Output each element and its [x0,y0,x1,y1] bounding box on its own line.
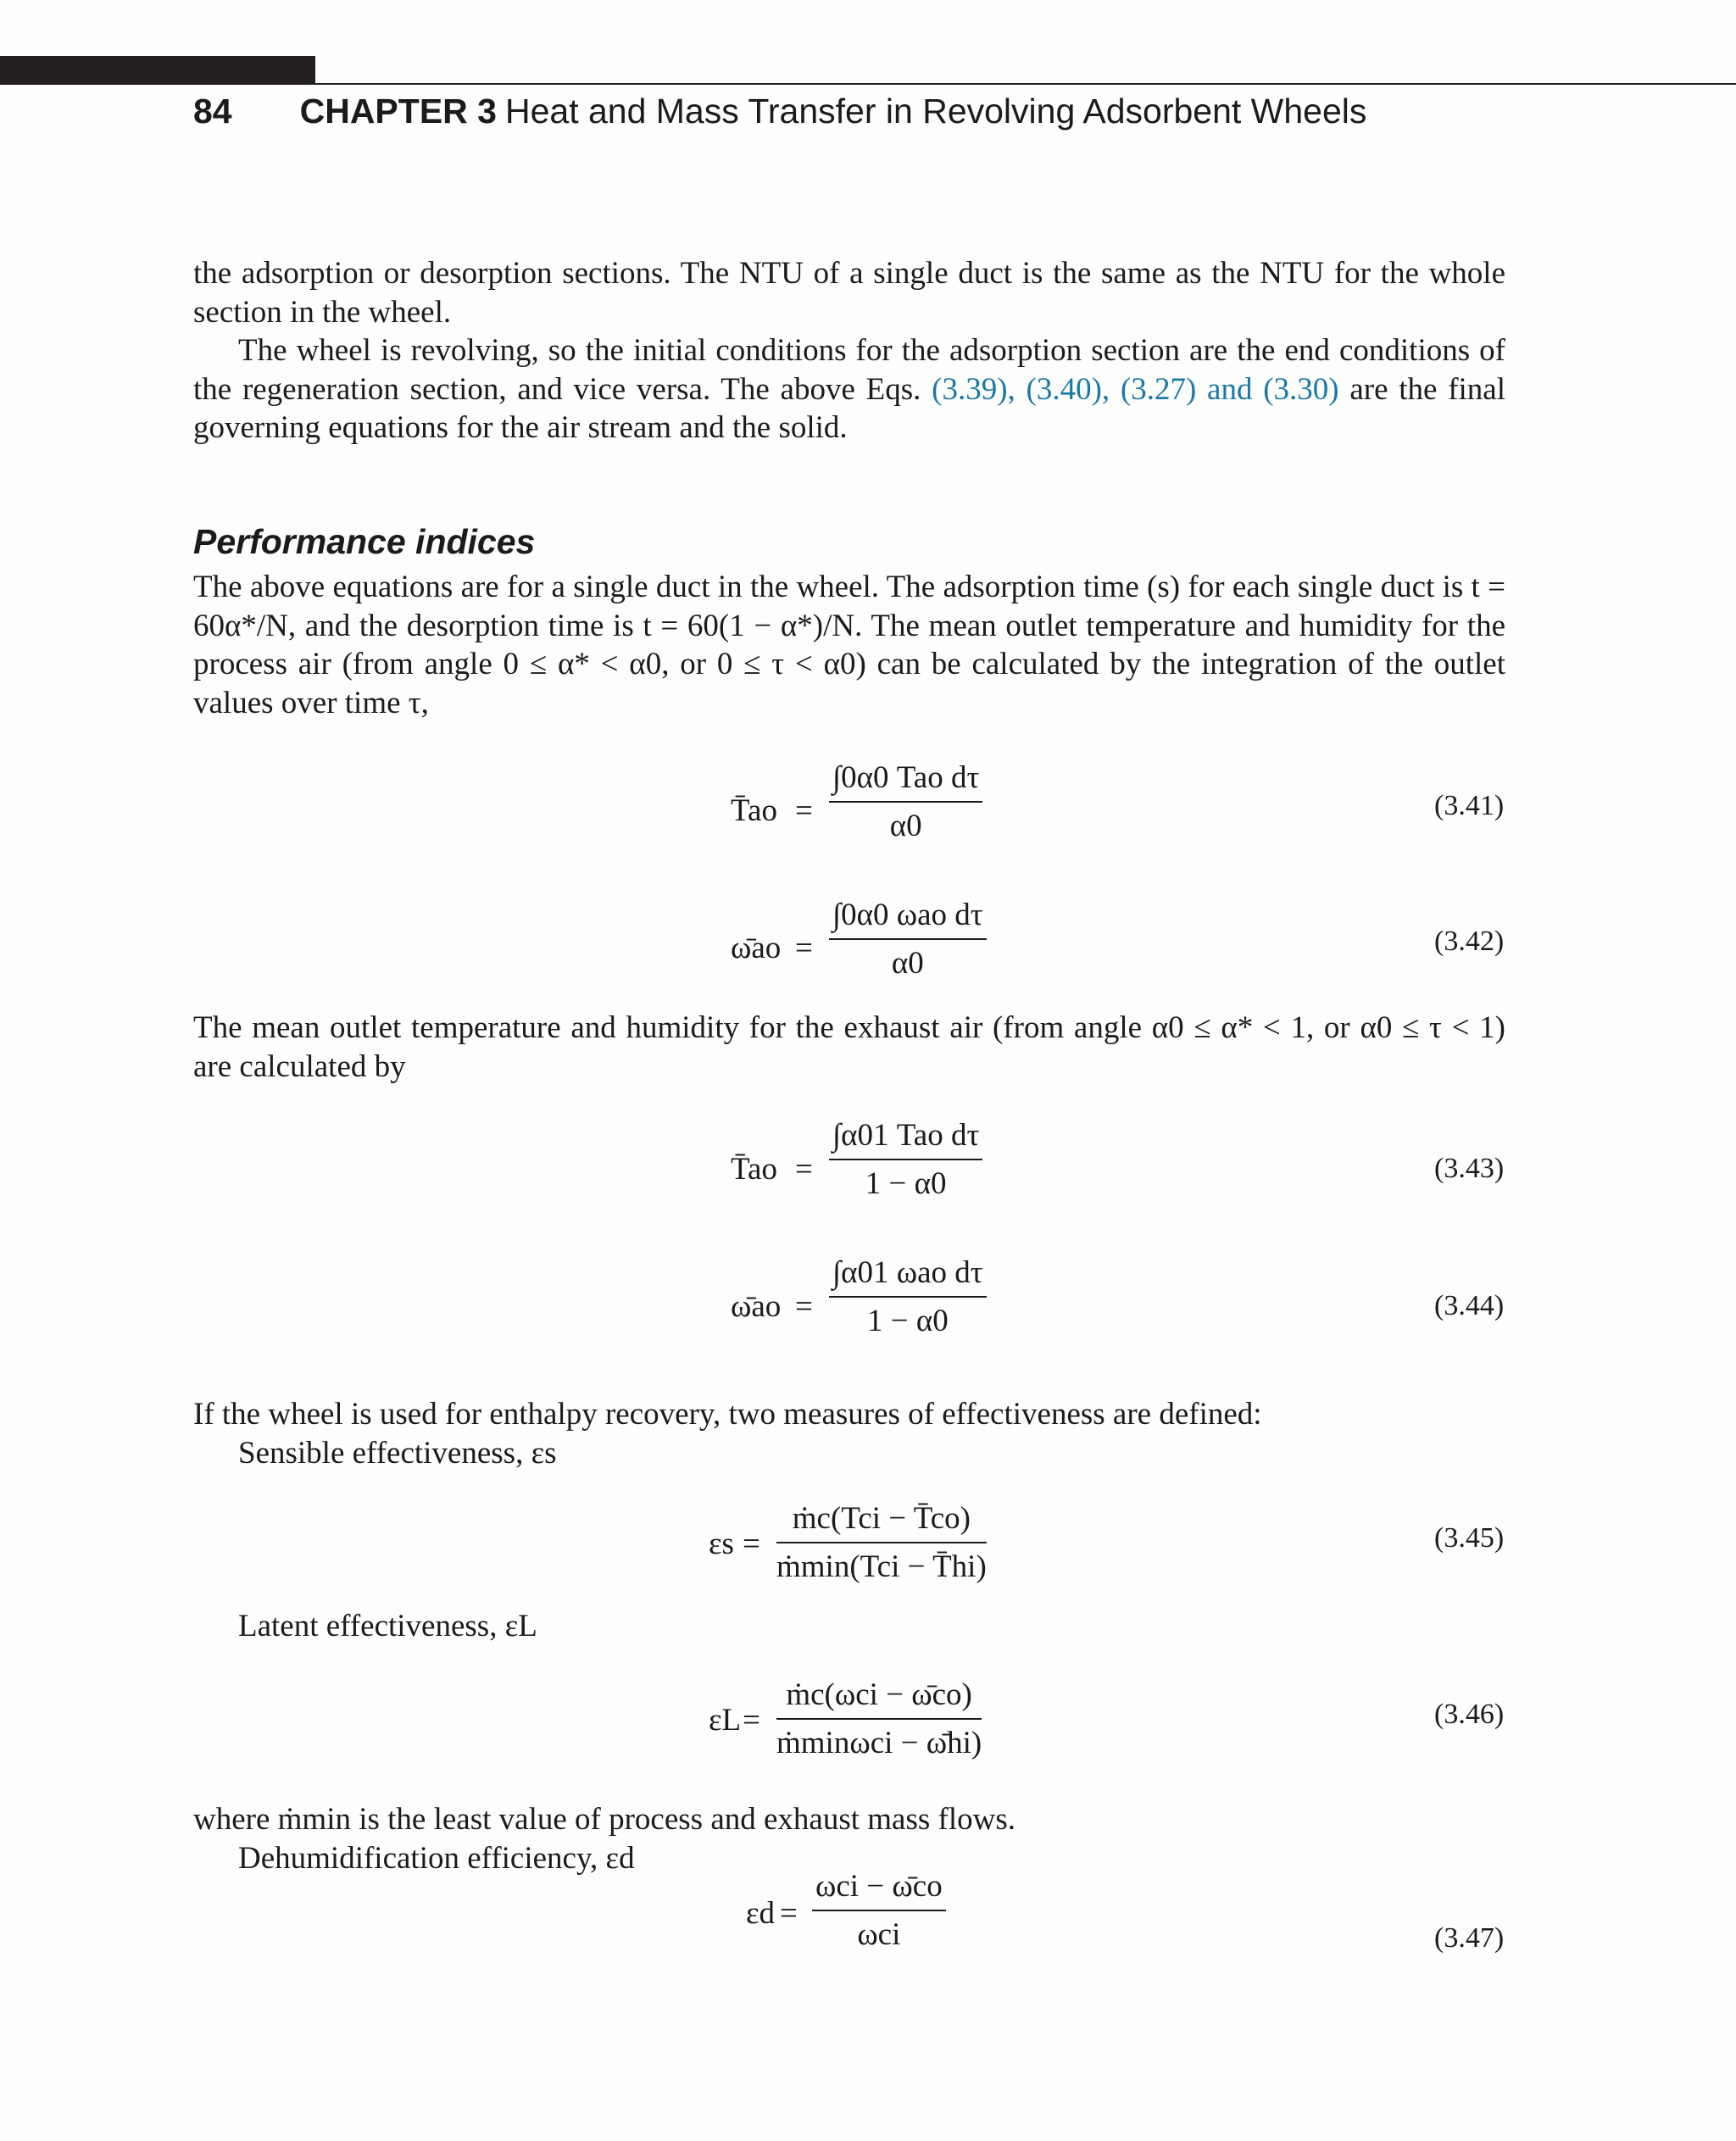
running-header [193,92,1366,131]
paragraph-9: Dehumidification efficiency, εd [238,1840,635,1876]
equation-lhs: εd [746,1896,776,1931]
section-heading: Performance indices [193,522,536,561]
fraction-numerator: ∫0α0 ωao dτ [829,897,987,940]
paragraph-5-block [193,1395,1505,1472]
equation-lhs: T̄ao [731,1152,777,1187]
fraction-denominator: 1 − α0 [866,1304,949,1338]
fraction-denominator: ṁminωci − ω̄hi) [776,1726,982,1760]
fraction-denominator: ṁmin(Tci − T̄hi) [776,1549,987,1584]
paragraph-8-block [193,1800,1505,1877]
paragraph-3-block [193,568,1505,722]
equals-sign: = [743,1527,760,1561]
equation-number: (3.43) [1434,1153,1505,1184]
equation-number: (3.44) [1434,1290,1505,1321]
fraction-numerator: ∫α01 Tao dτ [829,1117,982,1160]
paragraph-2-start: The wheel is revolving, so the initial conditions for the adsorption section are the end conditions of the regeneration section, and vice versa. The above Eqs. [193,333,1505,407]
paragraph-6: Sensible effectiveness, εs [238,1435,557,1471]
fraction-numerator: ∫0α0 Tao dτ [829,759,982,803]
equation-fraction [829,1117,982,1202]
equation-number: (3.45) [1434,1522,1505,1554]
fraction-numerator: ωci − ω̄co [812,1868,946,1911]
equation-fraction [812,1868,946,1953]
equals-sign: = [795,931,813,965]
equation-fraction [776,1500,987,1585]
equals-sign: = [795,1152,813,1187]
equation-fraction [829,759,982,844]
equation-lhs: ω̄ao [731,1289,782,1324]
equation-lhs: εL [709,1703,742,1738]
equation-fraction [829,897,987,982]
fraction-denominator: ωci [857,1917,901,1952]
fraction-numerator: ṁc(Tci − T̄co) [776,1500,987,1543]
equation-lhs: εs [709,1527,734,1561]
fraction-denominator: α0 [891,946,924,981]
equation-fraction [829,1254,987,1339]
equation-number: (3.41) [1434,790,1505,821]
chapter-label: CHAPTER 3 [299,92,497,131]
equals-sign: = [743,1703,760,1738]
page-number: 84 [193,92,232,131]
paragraph-7-block [193,1607,1505,1646]
equals-sign: = [795,1289,813,1324]
equation-number: (3.46) [1434,1699,1505,1730]
fraction-denominator: α0 [889,809,922,843]
paragraph-2 [193,331,1505,448]
paragraph-5: If the wheel is used for enthalpy recovery, two measures of effectiveness are defined: [193,1397,1262,1432]
fraction-numerator: ∫α01 ωao dτ [829,1254,987,1298]
equals-sign: = [795,793,813,828]
equation-lhs: ω̄ao [731,931,782,965]
paragraph-2-end: are the final governing equations for the air stream and the solid. [193,371,1506,445]
equation-number: (3.42) [1434,926,1505,957]
intro-paragraphs [193,254,1505,448]
header-bar [0,56,315,85]
chapter-title: Heat and Mass Transfer in Revolving Adsorbent Wheels [504,92,1367,131]
paragraph-1: the adsorption or desorption sections. The NTU of a single duct is the same as the NTU for the whole section in the wheel. [193,256,1505,330]
paragraph-4-block [193,1009,1505,1086]
equation-reference-link[interactable]: (3.39), (3.40), (3.27) and (3.30) [932,371,1339,407]
equation-fraction [776,1677,982,1761]
fraction-numerator: ṁc(ωci − ω̄co) [776,1677,982,1720]
paragraph-7: Latent effectiveness, εL [238,1609,537,1643]
fraction-denominator: 1 − α0 [865,1166,947,1201]
paragraph-4: The mean outlet temperature and humidity for the exhaust air (from angle α0 ≤ α* < 1, or α0 ≤ τ < 1) are calculated by [193,1010,1505,1084]
equals-sign: = [780,1896,798,1931]
paragraph-3: The above equations are for a single duct in the wheel. The adsorption time (s) for each single duct is t = 60α*/N, and the desorption time is t = 60(1 − α*)/N. The mean outlet temperature and humidity for the process air (from angle 0 ≤ α* < α0, or 0 ≤ τ < α0) can be calculated by the integration of the outlet values over time τ, [193,570,1505,720]
equation-lhs: T̄ao [731,793,777,828]
paragraph-8: where ṁmin is the least value of process and exhaust mass flows. [193,1802,1015,1837]
header-rule [315,83,1736,85]
equation-number: (3.47) [1434,1922,1505,1954]
